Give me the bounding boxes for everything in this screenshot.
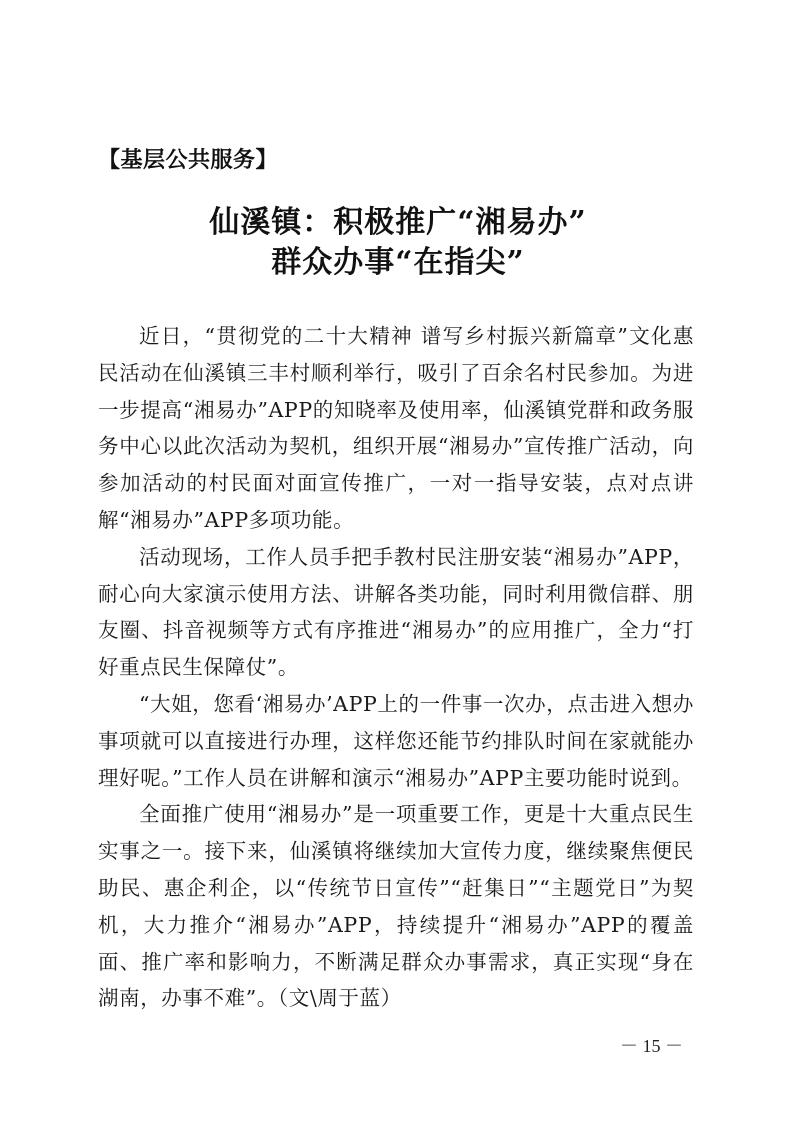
paragraph-3: “大姐，您看‘湘易办’APP上的一件事一次办，点击进入想办事项就可以直接进行办理，这样您还能节约排队时间在家就能办理好呢。”工作人员在讲解和演示“湘易办”APP主要功能时说到。 bbox=[98, 691, 694, 790]
article-title-line-2: 群众办事“在指尖” bbox=[271, 245, 525, 280]
paragraph-4: 全面推广使用“湘易办”是一项重要工作，更是十大重点民生实事之一。接下来，仙溪镇将继续加大宣传力度，继续聚焦便民助民、惠企利企，以“传统节日宣传”“赶集日”“主题党日”为契机，大力推介“湘易办”APP，持续提升“湘易办”APP的覆盖面、推广率和影响力，不断满足群众办事需求，真正实现“身在湖南，办事不难”。（文\周于蓝） bbox=[98, 802, 694, 1011]
paragraph-1: 近日，“贯彻党的二十大精神 谱写乡村振兴新篇章”文化惠民活动在仙溪镇三丰村顺利举行，吸引了百余名村民参加。为进一步提高“湘易办”APP的知晓率及使用率，仙溪镇党群和政务服务中心以此次活动为契机，组织开展“湘易办”宣传推广活动，向参加活动的村民面对面宣传推广，一对一指导安装，点对点讲解“湘易办”APP多项功能。 bbox=[98, 324, 694, 532]
section-label: 【基层公共服务】 bbox=[98, 148, 279, 173]
article-title-line-1: 仙溪镇：积极推广“湘易办” bbox=[209, 205, 587, 240]
paragraph-2: 活动现场，工作人员手把手教村民注册安装“湘易办”APP，耐心向大家演示使用方法、讲解各类功能，同时利用微信群、朋友圈、抖音视频等方式有序推进“湘易办”的应用推广，全力“打好重点民生保障仗”。 bbox=[98, 544, 694, 680]
page-number: － 15 － bbox=[620, 1036, 683, 1056]
article-body bbox=[98, 318, 694, 1017]
